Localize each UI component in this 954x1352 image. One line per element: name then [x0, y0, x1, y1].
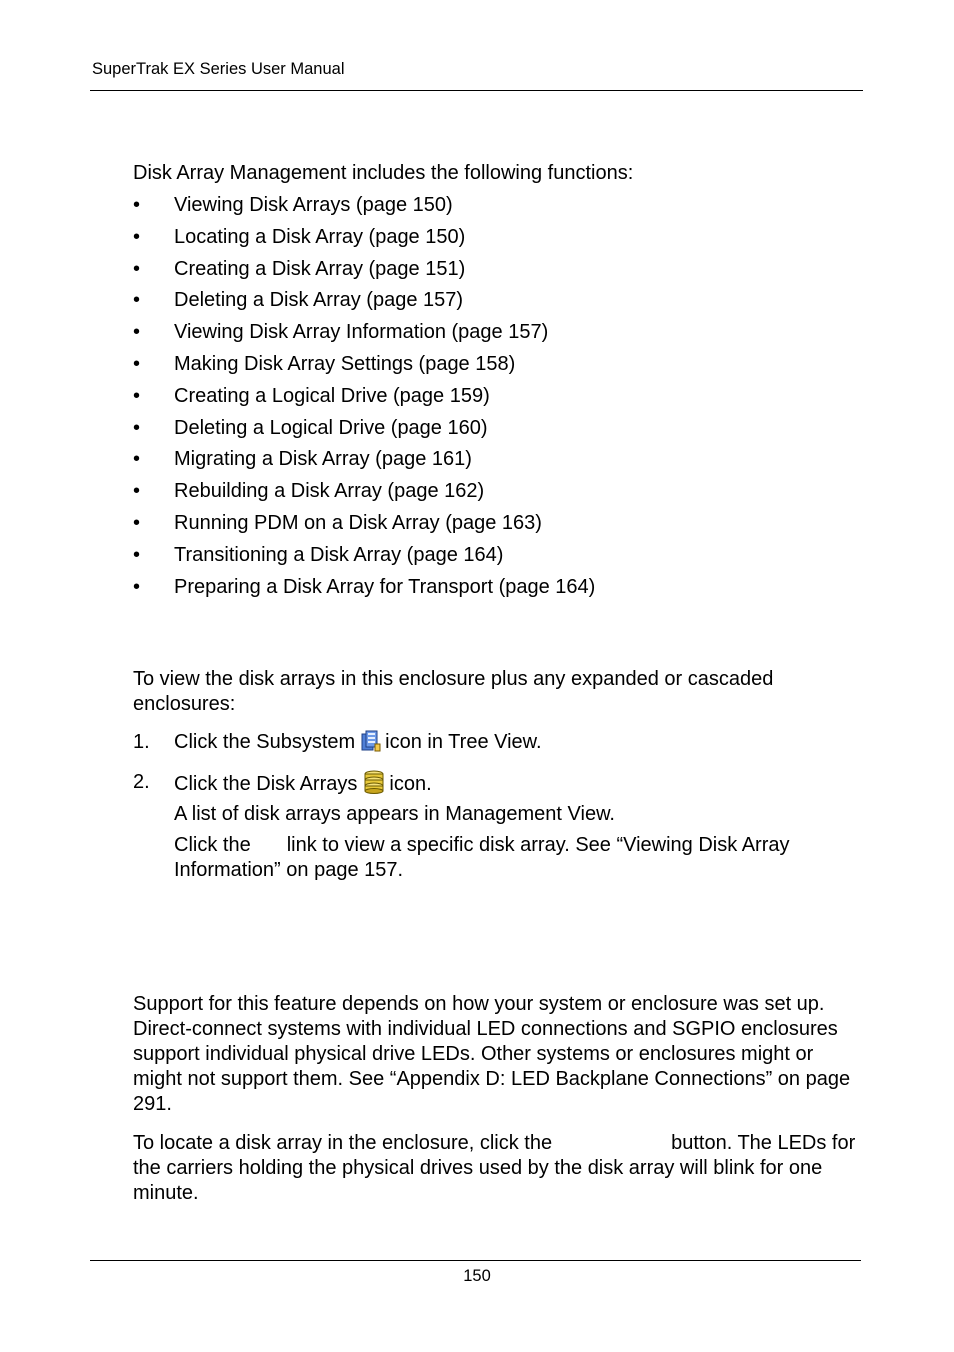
function-list — [133, 193, 595, 606]
function-item-label: Viewing Disk Array Information (page 157) — [174, 321, 549, 344]
list-item — [133, 352, 595, 384]
function-item-label: Locating a Disk Array (page 150) — [174, 225, 466, 248]
subsystem-icon — [361, 730, 381, 759]
step-body — [174, 730, 542, 759]
bullet-glyph: • — [133, 289, 141, 312]
step-text: icon in Tree View. — [385, 731, 542, 753]
bullet-glyph: • — [133, 448, 141, 471]
list-item — [133, 416, 595, 448]
list-item — [133, 447, 595, 479]
function-item-label: Creating a Disk Array (page 151) — [174, 257, 466, 280]
disk-arrays-icon — [363, 770, 385, 801]
list-item — [133, 225, 595, 257]
running-header: SuperTrak EX Series User Manual — [92, 60, 345, 78]
instruction-text: To locate a disk array in the enclosure, click the — [133, 1132, 553, 1154]
instruction-text: button. The LEDs for the carriers holding the physical drives used by the disk array will blink for one minute. — [133, 1132, 856, 1204]
bullet-glyph: • — [133, 352, 141, 375]
list-item — [133, 511, 595, 543]
bullet-glyph: • — [133, 194, 141, 216]
bullet-glyph: • — [133, 384, 141, 407]
bullet-glyph: • — [133, 511, 141, 534]
function-item-label: Running PDM on a Disk Array (page 163) — [174, 511, 542, 534]
intro-text: Disk Array Management includes the following functions: — [133, 162, 634, 184]
function-item-label: Transitioning a Disk Array (page 164) — [174, 543, 504, 566]
list-item — [133, 543, 595, 575]
bullet-glyph: • — [133, 575, 141, 598]
function-item-label: Rebuilding a Disk Array (page 162) — [174, 480, 485, 503]
bullet-glyph: • — [133, 543, 141, 566]
step-text: Click the Subsystem — [174, 731, 356, 753]
view-link-instruction — [174, 833, 854, 883]
bullet-glyph: • — [133, 480, 141, 503]
bullet-glyph: • — [133, 416, 141, 439]
viewing-intro: To view the disk arrays in this enclosure plus any expanded or cascaded enclosures: — [133, 668, 774, 715]
function-item-label: Deleting a Logical Drive (page 160) — [174, 416, 488, 439]
step-number: 2. — [133, 771, 150, 793]
list-item — [133, 320, 595, 352]
bullet-glyph: • — [133, 321, 141, 344]
function-item-label: Creating a Logical Drive (page 159) — [174, 384, 490, 407]
list-item — [133, 575, 595, 607]
page-number: 150 — [463, 1267, 491, 1285]
list-item — [133, 257, 595, 289]
function-item-label: Viewing Disk Arrays (page 150) — [174, 194, 453, 216]
list-item — [133, 193, 595, 225]
function-item-label: Migrating a Disk Array (page 161) — [174, 448, 472, 471]
step-text: Click the Disk Arrays — [174, 773, 358, 795]
instruction-text: Click the — [174, 834, 251, 856]
function-item-label: Deleting a Disk Array (page 157) — [174, 289, 464, 312]
list-item — [133, 288, 595, 320]
bullet-glyph: • — [133, 257, 141, 280]
led-support-paragraph: Support for this feature depends on how your system or enclosure was set up. Direct-connect systems with individual LED connections and SGPIO enclosures support individual physical drive LEDs. Other systems or enclosures might or might not support them. See “Appendix D: LED Backplane Connections” on page 291. — [133, 993, 851, 1115]
step-result: A list of disk arrays appears in Management View. — [174, 803, 615, 825]
list-item — [133, 479, 595, 511]
locate-instruction — [133, 1131, 863, 1206]
step-text: icon. — [389, 773, 432, 795]
step-number: 1. — [133, 731, 150, 753]
step-body — [174, 770, 432, 801]
list-item — [133, 384, 595, 416]
bullet-glyph: • — [133, 225, 141, 248]
instruction-text: link to view a specific disk array. See “Viewing Disk Array Information” on page 157. — [174, 834, 790, 881]
footer-rule — [90, 1260, 861, 1261]
function-item-label: Making Disk Array Settings (page 158) — [174, 352, 516, 375]
header-rule — [90, 90, 863, 91]
function-item-label: Preparing a Disk Array for Transport (page 164) — [174, 575, 596, 598]
